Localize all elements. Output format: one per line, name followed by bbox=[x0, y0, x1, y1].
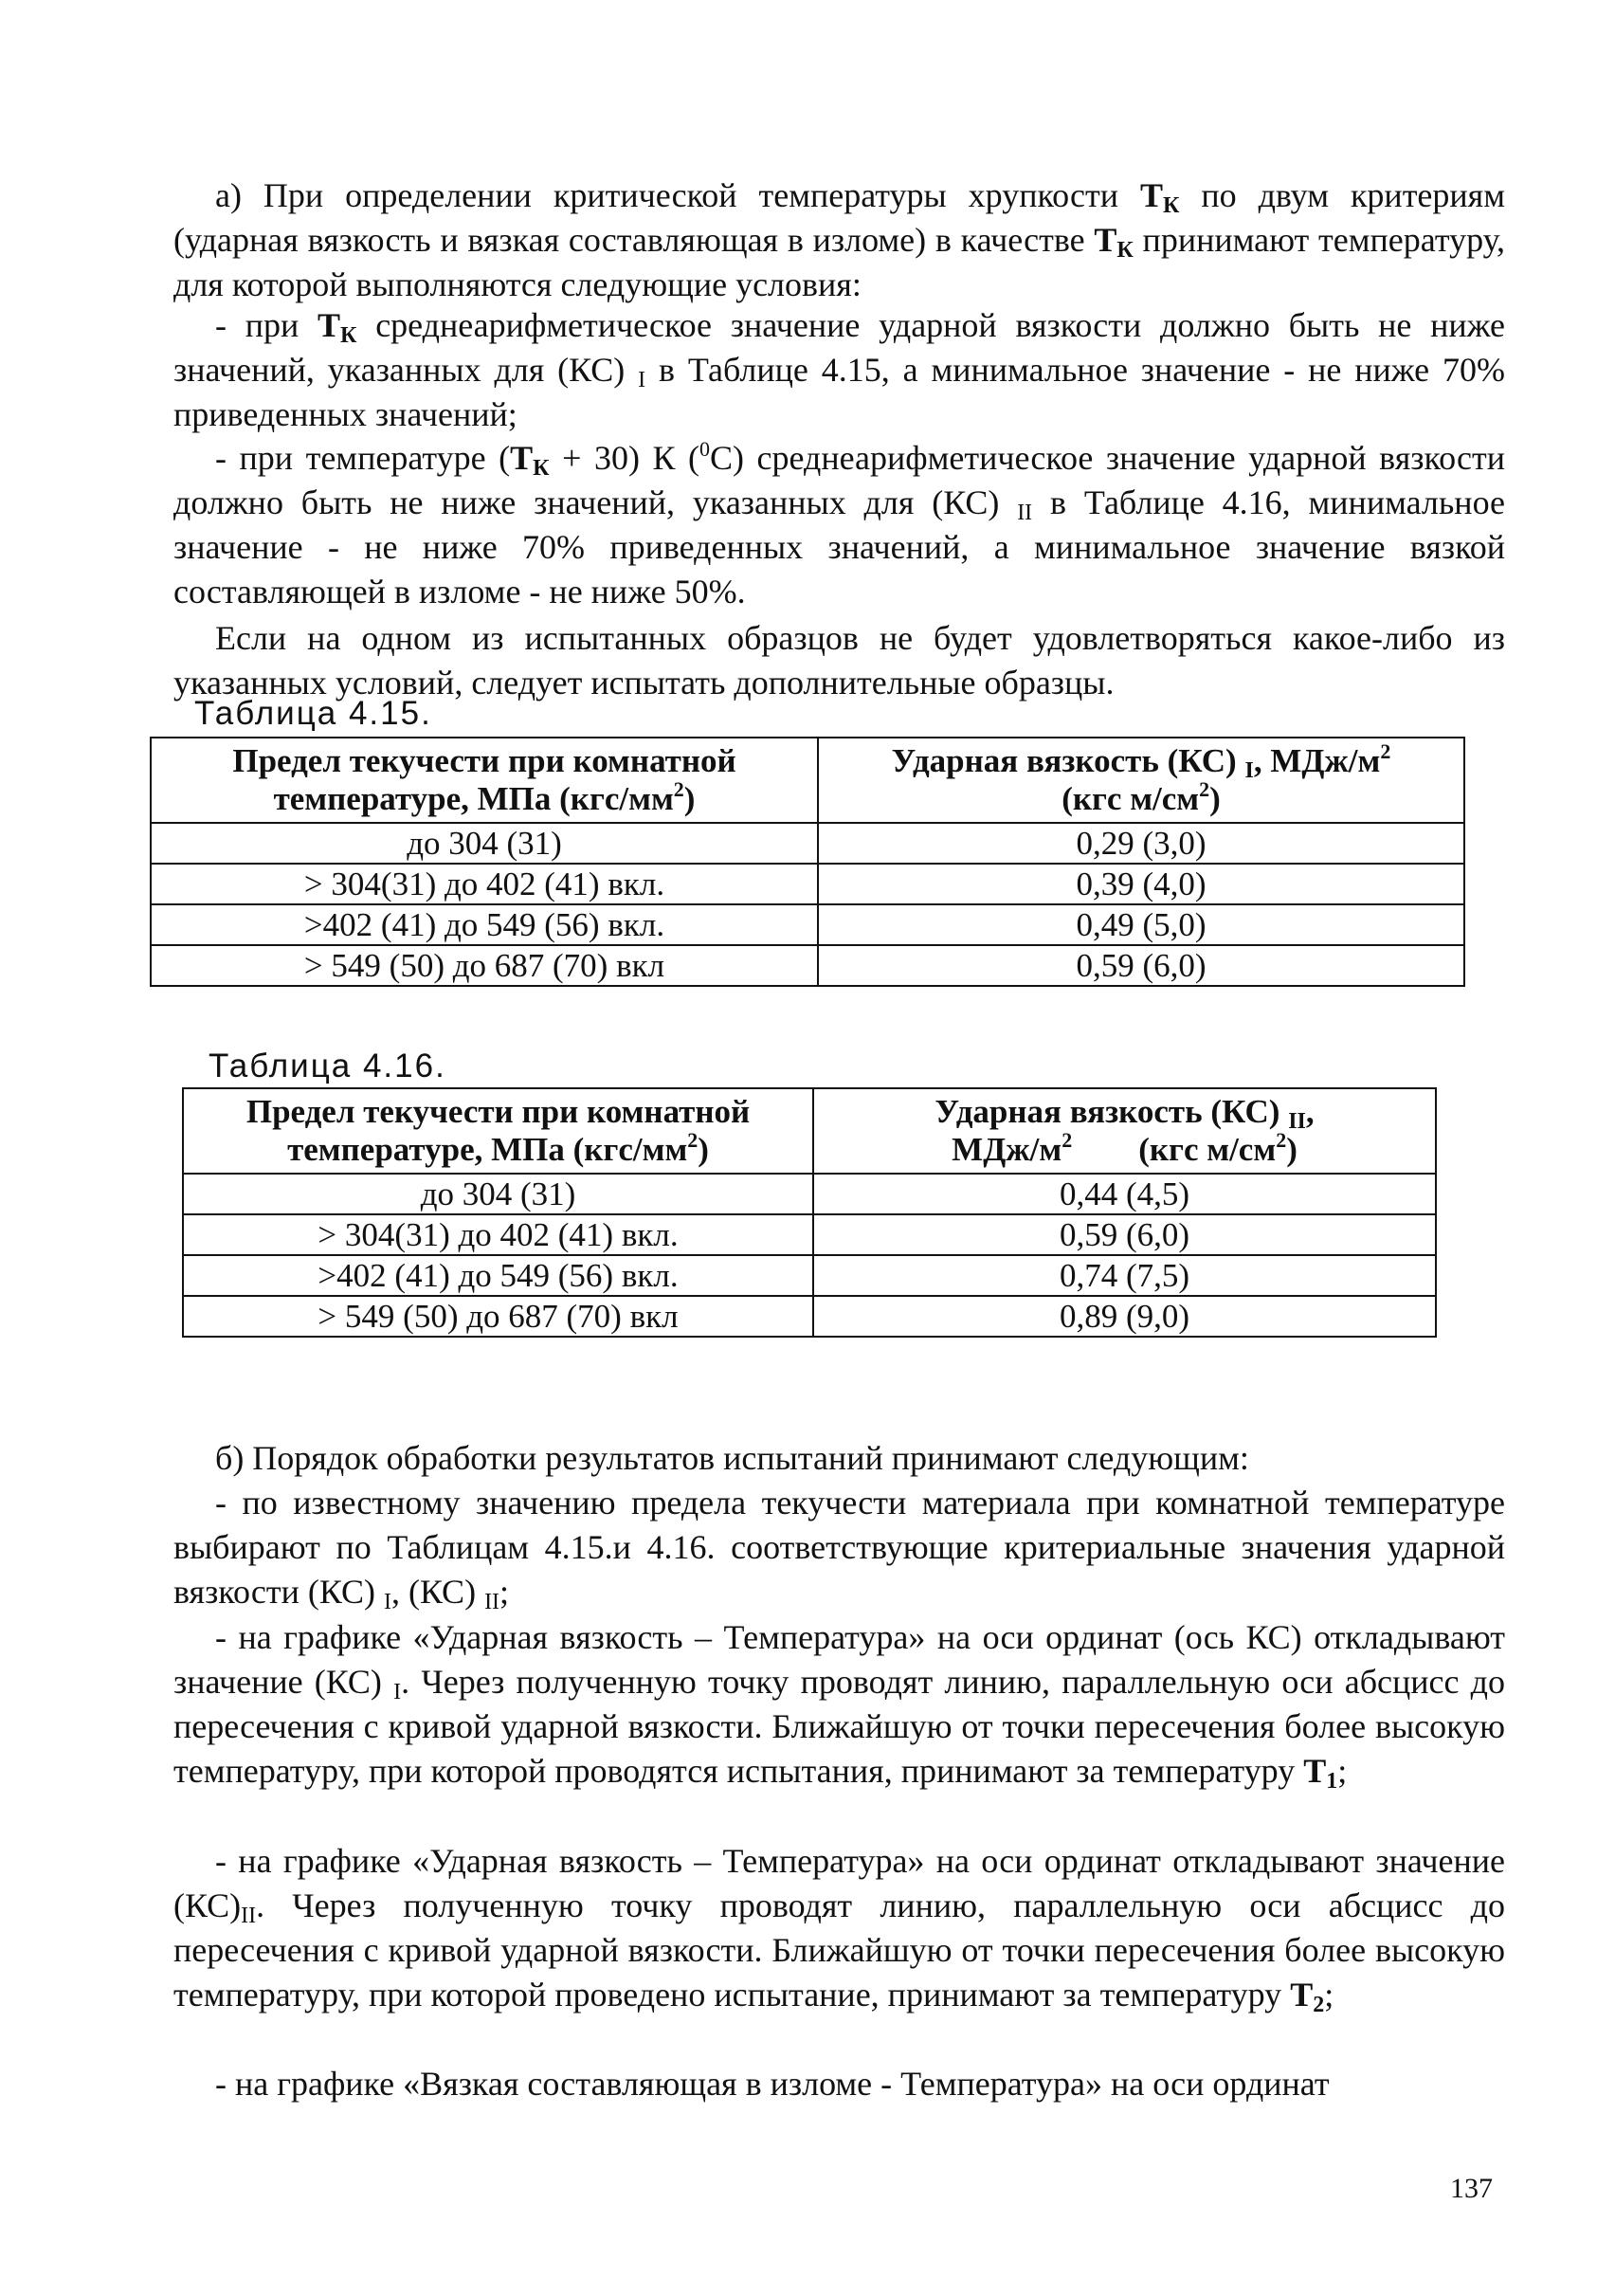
tk-symbol: $Т_К$ bbox=[510, 439, 550, 481]
text-segment: среднеарифметическое значение ударной вязкости должно быть не ниже значений, указанных для (КС) bbox=[173, 306, 1505, 389]
cell-strength: >402 (41) до 549 (56) вкл. bbox=[151, 904, 818, 945]
subscript: II bbox=[484, 1590, 500, 1614]
condition-2 bbox=[173, 436, 1505, 614]
step-b2 bbox=[173, 1615, 1505, 1794]
table-row bbox=[183, 1296, 1436, 1337]
step-b3 bbox=[173, 1839, 1505, 2017]
tk-symbol: $Т_К$ bbox=[318, 306, 357, 348]
cell-strength: > 304(31) до 402 (41) вкл. bbox=[183, 1214, 813, 1255]
text-segment: , (КС) bbox=[390, 1573, 477, 1611]
cell-kc: 0,49 (5,0) bbox=[818, 904, 1464, 945]
text-segment: принимают температуру, для которой выполняются следующие условия: bbox=[173, 221, 1505, 303]
text-segment: в Таблице 4.15, а минимальное значение - не ниже 70% приведенных значений; bbox=[173, 351, 1506, 433]
table-row bbox=[183, 1214, 1436, 1255]
text-segment: ; bbox=[499, 1573, 510, 1611]
text-segment: в Таблице 4.16, минимальное значение - не ниже 70% приведенных значений, а минимальное значение вязкой составляющей в изломе - не ниже 50%. bbox=[173, 483, 1505, 610]
cell-kc: 0,59 (6,0) bbox=[818, 945, 1464, 986]
subscript: I bbox=[638, 368, 646, 392]
table-4-16-caption: Таблица 4.16. bbox=[209, 1048, 446, 1084]
text-segment: ; bbox=[1337, 1752, 1348, 1790]
text-segment: - при bbox=[215, 306, 299, 344]
t2-symbol: $Т_2$ bbox=[1290, 1976, 1325, 2017]
cell-strength: > 304(31) до 402 (41) вкл. bbox=[151, 864, 818, 904]
table-4-15 bbox=[150, 737, 1465, 987]
cell-strength: до 304 (31) bbox=[183, 1174, 813, 1214]
cell-strength: > 549 (50) до 687 (70) вкл bbox=[151, 945, 818, 986]
cell-kc: 0,59 (6,0) bbox=[813, 1214, 1436, 1255]
text-segment: . Через полученную точку проводят линию, параллельную оси абсцисс до пересечения с кривой ударной вязкости. Ближайшую от точки пересечения более высокую температуру, при которой проводятся испытания, принимают за температуру bbox=[173, 1663, 1505, 1790]
table-header-row bbox=[151, 738, 1464, 823]
page-number: 137 bbox=[1450, 2173, 1493, 2204]
text-segment: - на графике «Ударная вязкость – Температура» на оси ординат (ось КС) откладывают значение (КС) bbox=[173, 1618, 1505, 1701]
cell-kc: 0,44 (4,5) bbox=[813, 1174, 1436, 1214]
text-segment: - по известному значению предела текучести материала при комнатной температуре выбирают по Таблицам 4.15.и 4.16. соответствующие критериальные значения ударной вязкости (КС) bbox=[173, 1484, 1505, 1611]
tk-symbol: $Т_К$ bbox=[1094, 221, 1134, 263]
header-yield-strength: Предел текучести при комнатной температуре, МПа $(кгс/мм^2)$ bbox=[151, 738, 818, 823]
condition-1 bbox=[173, 303, 1505, 437]
cell-kc: 0,29 (3,0) bbox=[818, 823, 1464, 864]
text-segment: - на графике «Ударная вязкость – Температура» на оси ординат откладывают значение (КС) bbox=[173, 1842, 1505, 1924]
table-row bbox=[151, 945, 1464, 986]
step-b1 bbox=[173, 1481, 1505, 1614]
table-row bbox=[183, 1174, 1436, 1214]
table-header-row bbox=[183, 1088, 1436, 1174]
paragraph-b: б) Порядок обработки результатов испытаний принимают следующим: bbox=[215, 1439, 1249, 1477]
text-segment: С) среднеарифметическое значение ударной вязкости должно быть не ниже значений, указанных для (КС) bbox=[173, 439, 1506, 521]
step-b4: - на графике «Вязкая составляющая в изломе - Температура» на оси ординат bbox=[215, 2065, 1330, 2103]
t1-symbol: $Т_1$ bbox=[1303, 1752, 1338, 1794]
cell-kc: 0,74 (7,5) bbox=[813, 1255, 1436, 1296]
cell-kc: 0,89 (9,0) bbox=[813, 1296, 1436, 1337]
table-4-15-caption: Таблица 4.15. bbox=[194, 695, 432, 732]
text-segment: - при температуре ( bbox=[215, 439, 511, 477]
additional-samples-paragraph: Если на одном из испытанных образцов не будет удовлетворяться какое-либо из указанных условий, следует испытать дополнительные образцы. bbox=[173, 619, 1505, 702]
text-segment: . Через полученную точку проводят линию, параллельную оси абсцисс до пересечения с кривой ударной вязкости. Ближайшую от точки пересечения более высокую температуру, при которой проведено испытание, принимают за температуру bbox=[173, 1886, 1505, 2014]
subscript: I bbox=[383, 1590, 391, 1614]
table-4-16 bbox=[182, 1087, 1437, 1338]
subscript: I bbox=[393, 1680, 402, 1704]
text-segment: по двум критериям (ударная вязкость и вязкая составляющая в изломе) в качестве bbox=[173, 176, 1506, 259]
tk-symbol: $Т_К$ bbox=[1139, 176, 1180, 218]
cell-kc: 0,39 (4,0) bbox=[818, 864, 1464, 904]
cell-strength: до 304 (31) bbox=[151, 823, 818, 864]
subscript: II bbox=[241, 1904, 257, 1928]
header-impact-toughness: Ударная вязкость (КС) $_{II}$, МДж/$м^2$ (кгс $м/см^2$) bbox=[813, 1088, 1436, 1174]
subscript: II bbox=[1017, 501, 1033, 525]
text-segment: а) При определении критической температуры хрупкости bbox=[215, 176, 1119, 214]
text-segment: ; bbox=[1324, 1976, 1334, 2014]
header-yield-strength: Предел текучести при комнатной температуре, МПа $(кгс/мм^2)$ bbox=[183, 1088, 813, 1174]
cell-strength: >402 (41) до 549 (56) вкл. bbox=[183, 1255, 813, 1296]
table-row bbox=[151, 904, 1464, 945]
table-row bbox=[183, 1255, 1436, 1296]
superscript: 0 bbox=[699, 437, 711, 461]
paragraph-a bbox=[173, 173, 1505, 307]
table-row bbox=[151, 823, 1464, 864]
cell-strength: > 549 (50) до 687 (70) вкл bbox=[183, 1296, 813, 1337]
table-row bbox=[151, 864, 1464, 904]
text-segment: + 30) К ( bbox=[562, 439, 700, 477]
header-impact-toughness: Ударная вязкость (КС) $_I$, МДж/$м^2$ (кгс $м/см^2$) bbox=[818, 738, 1464, 823]
